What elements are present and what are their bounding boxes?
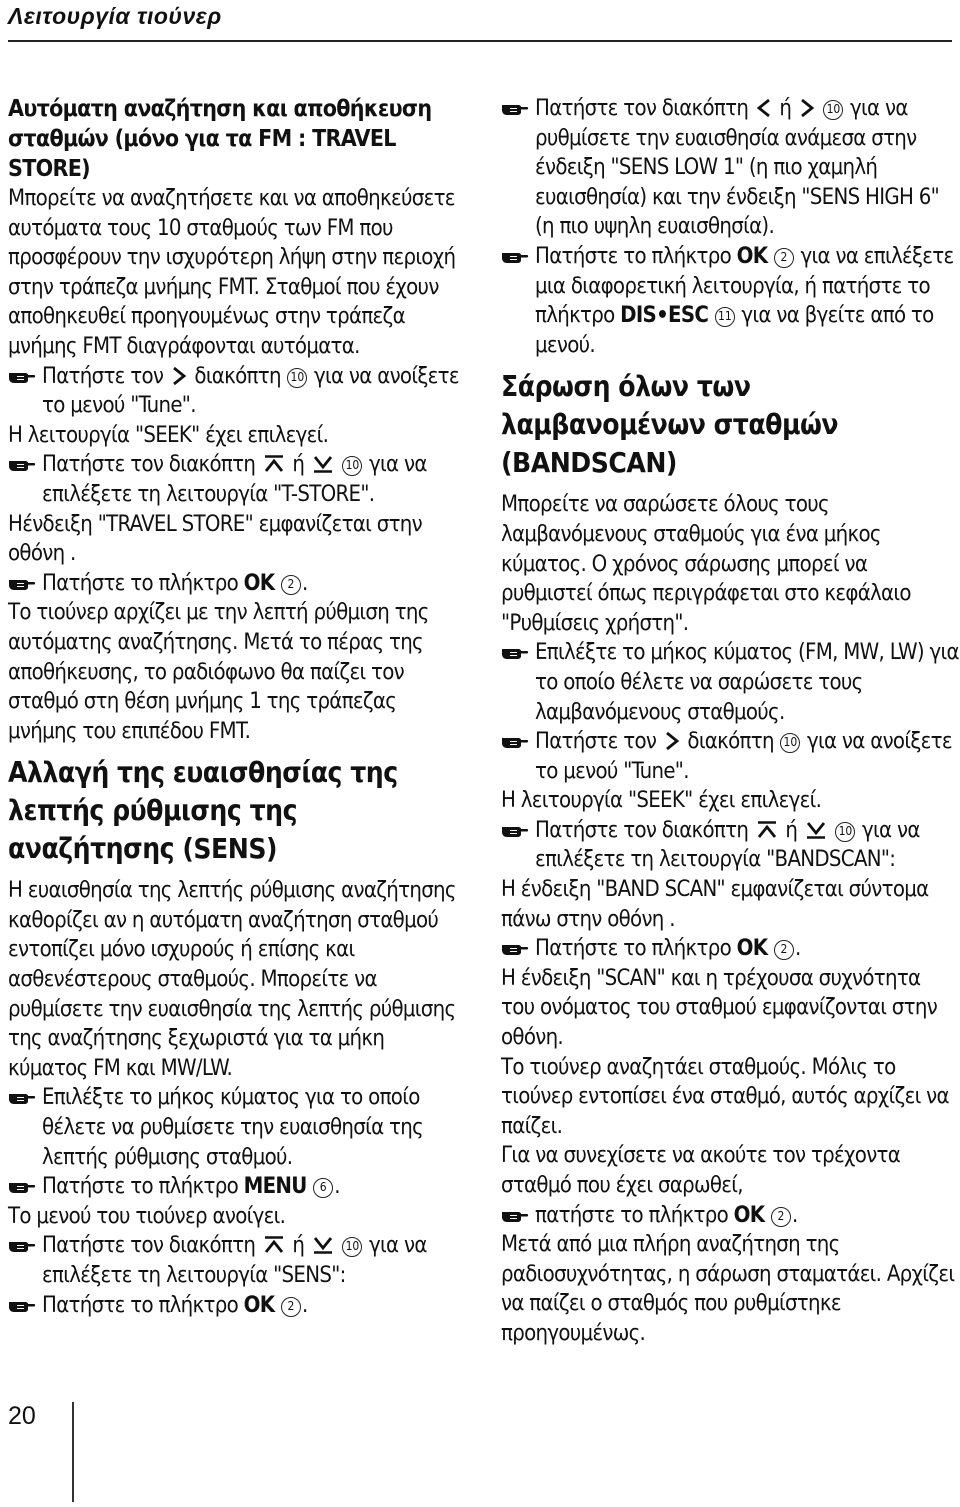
paragraph-tuner-begins: Το τιούνερ αρχίζει με την λεπτή ρύθμιση της αυτόματης αναζήτησης. Μετά το πέρας της αποθήκευσης, το ραδιόφωνο θα παίζει τον σταθμό στη θέση μνήμης 1 της τράπεζας μνήμης του επιπέδου FMT. — [8, 600, 429, 744]
step-press-menu — [8, 1172, 468, 1202]
paragraph-sens-intro: Η ευαισθησία της λεπτής ρύθμισης αναζήτησης καθορίζει αν η αυτόματη αναζήτηση σταθμού εντοπίζει μόνο ισχυρούς ή επίσης και ασθενέστερους σταθμούς. Μπορείτε να ρυθμίσετε την ευαισθησία της λεπτής ρύθμισης της αναζήτησης ξεχωριστά για τα μήκη κύματος FM και MW/LW. — [8, 878, 456, 1081]
paragraph-continue-listening: Για να συνεχίσετε να ακούτε τον τρέχοντα σταθμό που έχει σαρωθεί, — [501, 1143, 901, 1198]
arrow-up-icon — [756, 820, 778, 840]
control-number-badge: 10 — [780, 733, 800, 753]
step-text: . — [301, 570, 308, 596]
step-text: . — [301, 1292, 308, 1318]
step-text: Πατήστε το πλήκτρο — [535, 243, 731, 269]
right-column — [501, 94, 959, 1349]
pointing-hand-icon — [501, 646, 529, 660]
pointing-hand-icon — [501, 102, 529, 116]
page-header-title: Λειτουργία τιούνερ — [8, 3, 222, 29]
step-text: για να επιλέξετε τη λειτουργία "BANDSCAN": — [535, 817, 920, 873]
pointing-hand-icon — [8, 577, 36, 591]
pointing-hand-icon — [8, 370, 36, 384]
step-text: Επιλέξτε το μήκος κύματος για το οποίο θέλετε να ρυθμίσετε την ευαισθησία της λεπτής ρύθμισης σταθμού. — [42, 1085, 423, 1170]
step-text: ή — [292, 452, 305, 478]
key-label-ok: OK — [243, 1292, 275, 1318]
paragraph-seek-selected: Η λειτουργία "SEEK" έχει επιλεγεί. — [501, 788, 822, 814]
step-select-t-store — [8, 450, 468, 509]
arrow-down-icon — [312, 1235, 334, 1255]
header-rule — [8, 40, 952, 42]
key-label-ok: OK — [736, 243, 768, 269]
step-text: διακόπτη — [687, 729, 774, 755]
step-text: Πατήστε τον — [535, 729, 657, 755]
control-number-badge: 2 — [774, 248, 794, 268]
step-select-waveband — [8, 1083, 468, 1172]
control-number-badge: 10 — [835, 822, 855, 842]
step-text: για να ανοίξετε το μενού "Tune". — [42, 363, 459, 419]
control-number-badge: 10 — [823, 100, 843, 120]
step-open-tune-menu — [501, 727, 959, 786]
arrow-up-icon — [263, 1235, 285, 1255]
step-text: Επιλέξτε το μήκος κύματος (FM, MW, LW) για το οποίο θέλετε να σαρώσετε τους λαμβανόμενους σταθμούς. — [535, 640, 959, 725]
footer-rule — [72, 1402, 74, 1502]
control-number-badge: 10 — [342, 1237, 362, 1257]
step-text: Πατήστε τον διακόπτη — [42, 452, 256, 478]
key-label-ok: OK — [733, 1202, 765, 1228]
paragraph-travel-store-display: Ηένδειξη "TRAVEL STORE" εμφανίζεται στην οθόνη . — [8, 511, 422, 567]
paragraph-scan-stops: Μετά από μια πλήρη αναζήτηση της ραδιοσυχνότητας, η σάρωση σταματάει. Αρχίζει να παίζει ο σταθμός που ρυθμίστηκε προηγουμένως. — [501, 1232, 955, 1346]
step-text: . — [794, 936, 801, 962]
control-number-badge: 2 — [774, 940, 794, 960]
control-number-badge: 2 — [281, 575, 301, 595]
step-text: για να επιλέξετε τη λειτουργία "T-STORE". — [42, 452, 427, 507]
left-column — [8, 94, 468, 1320]
step-text: ή — [779, 96, 792, 121]
paragraph-tuner-searching: Το τιούνερ αναζητάει σταθμούς. Μόλις το τιούνερ εντοπίσει ένα σταθμό, αυτός αρχίζει να παίζει. — [501, 1054, 949, 1139]
step-press-ok — [8, 569, 468, 599]
step-text: για να επιλέξετε μια διαφορετική λειτουργία, ή πατήστε το πλήκτρο — [535, 243, 954, 329]
chevron-right-icon — [171, 366, 187, 386]
chevron-left-icon — [756, 98, 772, 118]
paragraph-bandscan-intro: Μπορείτε να σαρώσετε όλους τους λαμβανόμενους σταθμούς για ένα μήκος κύματος. Ο χρόνος σάρωσης μπορεί να ρυθμιστεί όπως περιγράφεται στο κεφάλαιο "Ρυθμίσεις χρήστη". — [501, 492, 911, 636]
paragraph-scan-display: Η ένδειξη "SCAN" και η τρέχουσα συχνότητα του ονόματος του σταθμού εμφανίζονται στην οθόνη. — [501, 965, 938, 1051]
arrow-up-icon — [263, 454, 285, 474]
step-text: ή — [292, 1233, 305, 1259]
step-text: Πατήστε τον — [42, 363, 164, 389]
pointing-hand-icon — [8, 1299, 36, 1313]
step-text: ή — [785, 817, 798, 843]
control-number-badge: 11 — [715, 307, 735, 327]
step-text: διακόπτη — [194, 363, 281, 389]
section-heading-sens: Αλλαγή της ευαισθησίας της λεπτής ρύθμισης της αναζήτησης (SENS) — [8, 756, 398, 866]
page-number: 20 — [8, 1402, 36, 1430]
step-select-bandscan — [501, 816, 959, 875]
step-text: Πατήστε το πλήκτρο — [42, 1292, 238, 1318]
pointing-hand-icon — [8, 1091, 36, 1105]
step-adjust-sensitivity — [501, 94, 959, 242]
pointing-hand-icon — [501, 942, 529, 956]
step-text: για να ρυθμίσετε την ευαισθησία ανάμεσα στην ένδειξη "SENS LOW 1" (η πιο χαμηλή ευαισθησία) και την ένδειξη "SENS HIGH 6" (η πιο υψηλη ευαισθησία). — [535, 96, 940, 240]
control-number-badge: 6 — [313, 1178, 333, 1198]
paragraph-travel-store-intro: Μπορείτε να αναζητήσετε και να αποθηκεύσετε αυτόματα τους 10 σταθμούς των FM που προσφέρουν την ισχυρότερη λήψη στην περιοχή στην τράπεζα μνήμης FMT. Σταθμοί που έχουν αποθηκευθεί προηγουμένως στην τράπεζα μνήμης FMT διαγράφονται αυτόματα. — [8, 186, 456, 359]
step-text: Πατήστε τον διακόπτη — [42, 1233, 256, 1259]
key-label-ok: OK — [736, 936, 768, 962]
step-press-ok — [501, 1201, 959, 1231]
step-text: . — [334, 1174, 340, 1200]
arrow-down-icon — [312, 454, 334, 474]
chevron-right-icon — [799, 98, 815, 118]
paragraph-seek-selected: Η λειτουργία "SEEK" έχει επιλεγεί. — [8, 422, 329, 448]
section-heading-travel-store: Αυτόματη αναζήτηση και αποθήκευση σταθμών (μόνο για τα FM : TRAVEL STORE) — [8, 96, 432, 182]
step-ok-or-dis-esc — [501, 242, 959, 360]
control-number-badge: 10 — [342, 456, 362, 476]
step-text: Πατήστε το πλήκτρο — [42, 1174, 238, 1200]
step-text: Πατήστε τον διακόπτη — [535, 96, 749, 121]
step-press-ok — [501, 934, 959, 964]
control-number-badge: 10 — [287, 368, 307, 388]
paragraph-menu-opens: Το μενού του τιούνερ ανοίγει. — [8, 1203, 286, 1229]
step-text: για να επιλέξετε τη λειτουργία "SENS": — [42, 1233, 427, 1288]
step-text: Πατήστε το πλήκτρο — [42, 570, 238, 596]
pointing-hand-icon — [501, 735, 529, 749]
step-text: για να βγείτε από το μενού. — [535, 303, 934, 358]
step-press-ok — [8, 1291, 468, 1321]
pointing-hand-icon — [501, 1209, 529, 1223]
key-label-ok: OK — [243, 570, 275, 596]
step-select-waveband — [501, 638, 959, 727]
pointing-hand-icon — [501, 824, 529, 838]
step-text: Πατήστε τον διακόπτη — [535, 817, 749, 843]
pointing-hand-icon — [8, 1239, 36, 1253]
control-number-badge: 2 — [281, 1297, 301, 1317]
step-text: πατήστε το πλήκτρο — [535, 1202, 728, 1228]
key-label-menu: MENU — [243, 1174, 307, 1200]
paragraph-band-scan-display: Η ένδειξη "BAND SCAN" εμφανίζεται σύντομα πάνω στην οθόνη . — [501, 877, 929, 932]
key-label-dis-esc: DIS•ESC — [620, 303, 709, 329]
pointing-hand-icon — [501, 250, 529, 264]
control-number-badge: 2 — [771, 1207, 791, 1227]
arrow-down-icon — [805, 820, 827, 840]
step-select-sens — [8, 1231, 468, 1290]
step-text: . — [791, 1202, 798, 1228]
step-text: Πατήστε το πλήκτρο — [535, 936, 731, 962]
section-heading-bandscan: Σάρωση όλων των λαμβανομένων σταθμών (BANDSCAN) — [501, 370, 839, 480]
pointing-hand-icon — [8, 1180, 36, 1194]
chevron-right-icon — [664, 731, 680, 751]
step-open-tune-menu — [8, 362, 468, 421]
step-text: για να ανοίξετε το μενού "Tune". — [535, 729, 952, 784]
pointing-hand-icon — [8, 458, 36, 472]
